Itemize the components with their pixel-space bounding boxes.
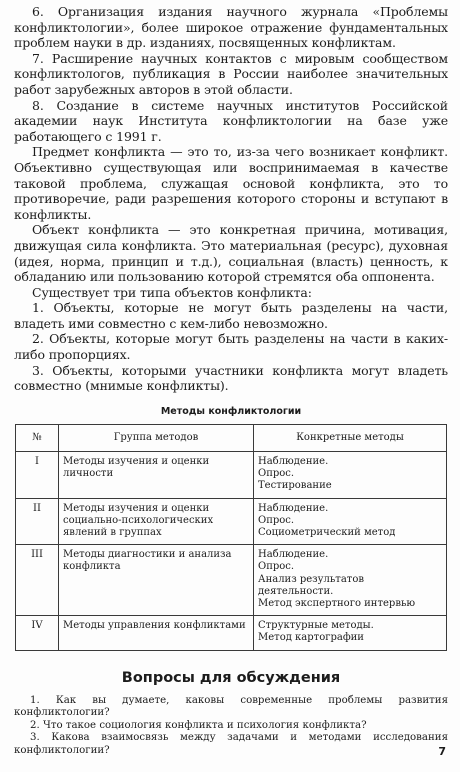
- method-item: Социометрический метод: [258, 527, 396, 539]
- method-item: Опрос.: [258, 561, 295, 573]
- method-item: Наблюдение.: [258, 549, 329, 561]
- methods-table: [15, 424, 447, 651]
- row-methods: [254, 452, 447, 499]
- discussion-question: 3. Какова взаимосвязь между задачами и методами исследования конфликтологии?: [14, 732, 448, 757]
- row-number: I: [16, 452, 59, 499]
- table-row: [16, 452, 447, 499]
- paragraph: 8. Создание в системе научных институтов Российской академии наук Института конфликтологии на базе уже работающего с 1991 г.: [14, 97, 448, 144]
- method-item: Наблюдение.: [258, 502, 329, 514]
- row-group: Методы изучения и оценки социально-психологических явлений в группах: [59, 498, 254, 545]
- header-group: Группа методов: [59, 424, 254, 451]
- table-row: [16, 616, 447, 650]
- paragraph: Существует три типа объектов конфликта:: [32, 284, 312, 300]
- section-heading: Вопросы для обсуждения: [121, 669, 341, 686]
- row-group: Методы диагностики и анализа конфликта: [59, 545, 254, 616]
- header-number: №: [16, 424, 59, 451]
- paragraph: 7. Расширение научных контактов с мировым сообществом конфликтологов, публикация в России наиболее значительных работ зарубежных авторов в этой области.: [14, 50, 448, 97]
- discussion-question: 1. Как вы думаете, каковы современные проблемы развития конфликтологии?: [14, 694, 448, 719]
- method-item: Опрос.: [258, 468, 295, 480]
- paragraph: 1. Объекты, которые не могут быть разделены на части, владеть ими совместно с кем-либо невозможно.: [14, 300, 448, 331]
- method-item: Анализ результатов деятельности.: [258, 573, 364, 597]
- row-methods: [254, 545, 447, 616]
- discussion-question: 2. Что такое социология конфликта и психология конфликта?: [30, 719, 367, 731]
- paragraph: Объект конфликта — это конкретная причина, мотивация, движущая сила конфликта. Это материальная (ресурс), духовная (идея, норма, принцип и т.д.), социальная (власть) ценность, к обладанию или пользованию которой стремятся оба оппонента.: [14, 222, 448, 285]
- table-row: [16, 498, 447, 545]
- row-number: III: [16, 545, 59, 616]
- row-number: II: [16, 498, 59, 545]
- row-number: IV: [16, 616, 59, 650]
- method-item: Наблюдение.: [258, 456, 329, 468]
- paragraph: 6. Организация издания научного журнала «Проблемы конфликтологии», более широкое отражение фундаментальных проблем науки в др. изданиях, посвященных конфликтам.: [14, 4, 448, 51]
- paragraph: 3. Объекты, которыми участники конфликта могут владеть совместно (мнимые конфликты).: [14, 362, 448, 394]
- page-number: 7: [438, 745, 446, 758]
- row-methods: [254, 616, 447, 650]
- method-item: Тестирование: [258, 480, 332, 492]
- method-item: Метод экспертного интервью: [258, 598, 416, 610]
- method-item: Структурные методы.: [258, 620, 374, 632]
- header-methods: Конкретные методы: [254, 424, 447, 451]
- method-item: Метод картографии: [258, 632, 364, 644]
- table-header-row: [16, 424, 447, 451]
- table-caption: Методы конфликтологии: [160, 405, 302, 417]
- row-group: Методы изучения и оценки личности: [59, 452, 254, 499]
- paragraph: Предмет конфликта — это то, из-за чего возникает конфликт. Объективно существующая или воспринимаемая в качестве таковой проблема, служащая основой конфликта, это то противоречие, ради разрешения которого стороны и вступают в конфликты.: [14, 144, 448, 222]
- table-row: [16, 545, 447, 616]
- method-item: Опрос.: [258, 514, 295, 526]
- row-methods: [254, 498, 447, 545]
- row-group: Методы управления конфликтами: [59, 616, 254, 650]
- page-content: [14, 4, 448, 758]
- paragraph: 2. Объекты, которые могут быть разделены на части в каких-либо пропорциях.: [14, 331, 448, 363]
